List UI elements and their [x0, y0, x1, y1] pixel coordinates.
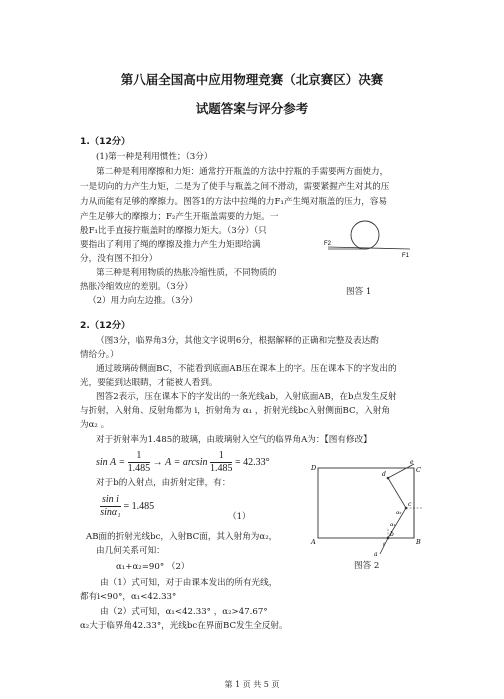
figure-2-label-i: i	[383, 542, 385, 548]
q1-line: 般F₁比手直接拧瓶盖时的摩擦力矩大。（3分）（只	[80, 226, 267, 236]
q2-after-line: AB面的折射光线bc，入射BC面，其入射角为α₂，	[86, 532, 278, 542]
q2-line: 图答2表示，压在课本下的字发出的一条光线ab，入射底面AB，在b点发生反射	[96, 392, 397, 402]
figure-2-label-a: A	[311, 538, 316, 546]
eq1-lhs: sin A =	[96, 456, 126, 468]
eq1-denominator: 1.485	[127, 463, 151, 474]
figure-1-caption: 图答 1	[346, 287, 372, 297]
q1-line: 第二种是利用摩擦和力矩：通常拧开瓶盖的方法中拧瓶的手需要两方面使力，	[96, 167, 389, 177]
figure-2-label-d-point: d	[382, 471, 386, 478]
q1-line: 热胀冷缩效应的差别。（3分）	[80, 282, 193, 292]
document-title: 第八届全国高中应用物理竞赛（北京赛区）决赛	[120, 72, 384, 87]
q2-heading: 2.（12分）	[80, 320, 131, 331]
q1-line: 产生足够大的摩擦力；F₂产生开瓶盖需要的力矩。一	[80, 212, 279, 222]
eq1-numerator: 1	[128, 450, 151, 463]
q1-heading: 1.（12分）	[80, 136, 131, 147]
figure-2-label-c-point: c	[408, 501, 412, 508]
q1-line: 一是切向的力产生力矩，二是为了使手与瓶盖之间不滑动，需要紧握产生对其的压	[80, 182, 390, 192]
equation-refraction-law	[100, 494, 154, 519]
equation-critical-angle	[96, 450, 270, 475]
figure-1-diagram	[318, 218, 418, 268]
figure-2-label-e-point: e	[410, 459, 414, 466]
q2-after-line: 由几何关系可知：	[96, 546, 165, 556]
q2-after-line: 由（1）式可知，对于由课本发出的所有光线，	[100, 578, 278, 588]
q2-after-line: 由（2）式可知，α₁<42.33° ，α₂>47.67°	[100, 607, 268, 617]
eq1-denominator-2: 1.485	[209, 463, 233, 474]
q1-line: 要指出了利用了绳的摩擦及推力产生力矩即给满	[80, 240, 261, 250]
q1-line: （2）用力向左边推。（3分）	[88, 296, 198, 306]
document-subtitle: 试题答案与评分参考	[195, 101, 309, 116]
q1-line: 第三种是利用物质的热胀冷缩性质，不同物质的	[96, 268, 277, 278]
figure-1-label-f1: F1	[402, 253, 410, 259]
q2-after-line: α₁+α₂=90° （2）	[116, 562, 190, 572]
q2-line: 通过玻璃砖侧面BC，不能看到底面AB压在课本上的字。压在课本下的字发出的	[96, 364, 397, 374]
eq1-numerator-2: 1	[210, 450, 233, 463]
q1-line: (1)第一种是利用惯性；（3分）	[96, 152, 213, 162]
q2-line: 光，要能到达眼睛，才能被人看到。	[80, 378, 218, 388]
eq1-result: = 42.33°	[234, 456, 270, 468]
figure-2-label-alpha2: α₂	[396, 510, 402, 516]
figure-1-label-f2: F2	[324, 241, 332, 247]
eq2-tag: （1）	[228, 512, 251, 522]
figure-2-diagram	[310, 458, 438, 558]
q2-eq1-note: 对于b的入射点，由折射定律，有：	[96, 478, 231, 488]
q2-line: 对于折射率为1.485的玻璃，由玻璃射入空气的临界角A为：【图有修改】	[96, 435, 372, 445]
eq2-result: = 1.485	[123, 500, 155, 512]
page-footer: 第 1 页 共 5 页	[224, 680, 280, 689]
eq2-numerator: sin i	[102, 494, 119, 505]
q1-line: 分，没有图不扣分）	[80, 254, 158, 264]
q2-after-line: 都有i<90°，α₁<42.33°	[80, 592, 177, 602]
q1-line: 力从而能有足够的摩擦力。图答1的方法中拉绳的力F₁产生绳对瓶盖的压力，容易	[80, 197, 388, 207]
figure-2-label-d: D	[311, 464, 317, 472]
eq1-arrow: →	[152, 456, 163, 468]
eq2-denominator: sinα₁	[100, 507, 121, 518]
figure-2-label-a-point: a	[374, 551, 378, 558]
figure-2-label-b: B	[416, 538, 421, 546]
eq1-arcsin: A = arcsin	[165, 456, 208, 468]
q2-line: （图3分，临界角3分，其他文字说明6分，根据解释的正确和完整及表达酌	[96, 336, 379, 346]
figure-2-label-alpha1: α₁	[390, 522, 396, 528]
q2-line: 与折射，入射角、反射角都为 i，折射角为 α₁ ，折射光线bc入射侧面BC，入射角	[80, 406, 390, 416]
figure-2-label-c: C	[416, 466, 421, 474]
q2-line: 情给分。）	[80, 350, 119, 360]
q2-after-line: α₂大于临界角42.33°，光线bc在界面BC发生全反射。	[80, 621, 288, 631]
figure-2-label-b-point: b	[390, 531, 394, 538]
q2-line: 为α₂ 。	[80, 420, 110, 430]
figure-2-caption: 图答 2	[354, 561, 380, 571]
